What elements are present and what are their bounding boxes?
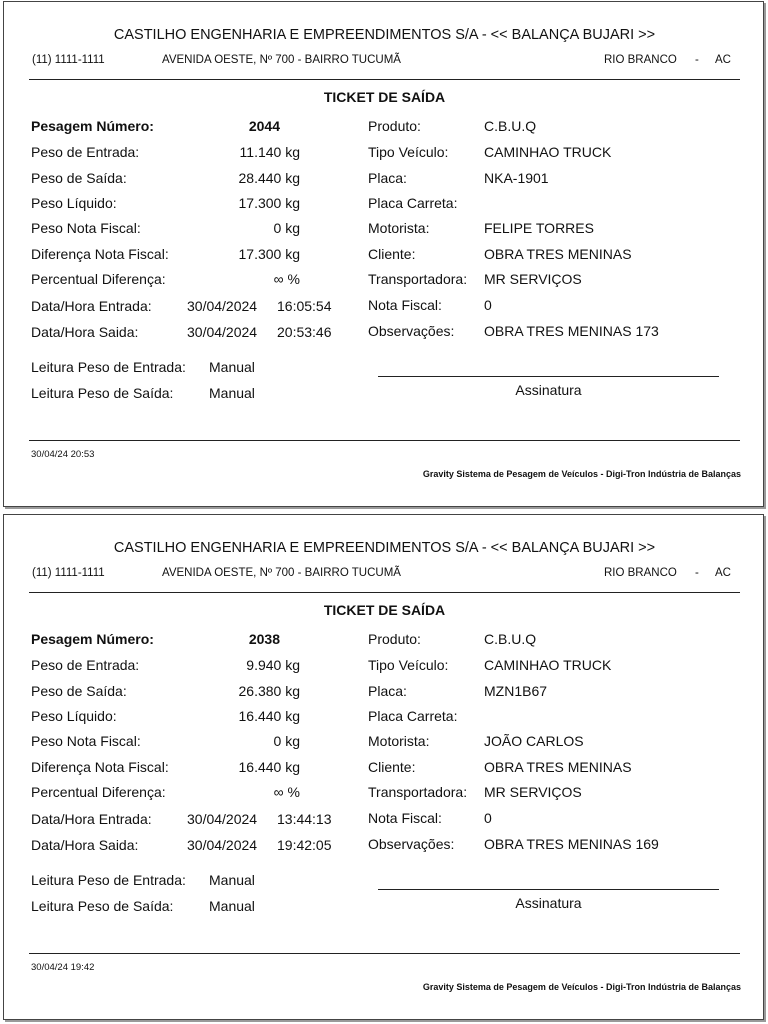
produto-value: C.B.U.Q: [484, 118, 537, 134]
dh-saida-label: Data/Hora Saida:: [31, 837, 139, 853]
ticket-title: TICKET DE SAÍDA: [323, 602, 446, 618]
leitura-saida-value: Manual: [209, 898, 255, 914]
footer-divider: [29, 440, 740, 441]
leitura-saida-label: Leitura Peso de Saída:: [31, 898, 174, 914]
peso-saida-value: 28.440 kg: [238, 170, 300, 186]
dh-entrada-date: 30/04/2024: [187, 811, 258, 827]
motorista-label: Motorista:: [368, 220, 430, 236]
city-separator: -: [695, 54, 699, 66]
tipo-veiculo-label: Tipo Veículo:: [368, 144, 449, 160]
percentual-label: Percentual Diferença:: [31, 271, 166, 287]
leitura-saida-label: Leitura Peso de Saída:: [31, 385, 174, 401]
peso-nota-value: 0 kg: [273, 733, 300, 749]
dh-entrada-time: 13:44:13: [277, 811, 332, 827]
signature-line: [378, 889, 719, 890]
ticket-2044: [3, 1, 764, 507]
nota-fiscal-value: 0: [484, 810, 492, 826]
pesagem-value: 2038: [248, 631, 280, 647]
dh-saida-date: 30/04/2024: [187, 324, 258, 340]
percentual-label: Percentual Diferença:: [31, 784, 166, 800]
peso-liquido-value: 17.300 kg: [238, 195, 300, 211]
company-address: AVENIDA OESTE, Nº 700 - BAIRRO TUCUMÃ: [162, 54, 401, 66]
software-credit: Gravity Sistema de Pesagem de Veículos - Digi-Tron Indústria de Balanças: [422, 469, 741, 479]
motorista-label: Motorista:: [368, 733, 430, 749]
percentual-value: ∞ %: [273, 784, 300, 800]
dh-entrada-time: 16:05:54: [277, 298, 332, 314]
observacoes-value: OBRA TRES MENINAS 173: [484, 323, 659, 339]
motorista-value: FELIPE TORRES: [484, 220, 594, 236]
header-divider: [29, 592, 740, 593]
peso-nota-label: Peso Nota Fiscal:: [31, 733, 141, 749]
dh-saida-label: Data/Hora Saida:: [31, 324, 139, 340]
company-phone: (11) 1111-1111: [32, 54, 105, 66]
company-state: AC: [715, 54, 731, 66]
leitura-saida-value: Manual: [209, 385, 255, 401]
transportadora-value: MR SERVIÇOS: [484, 784, 582, 800]
cliente-label: Cliente:: [368, 246, 416, 262]
motorista-value: JOÃO CARLOS: [484, 733, 584, 749]
diferenca-label: Diferença Nota Fiscal:: [31, 246, 169, 262]
company-phone: (11) 1111-1111: [32, 567, 105, 579]
peso-saida-value: 26.380 kg: [238, 683, 300, 699]
cliente-value: OBRA TRES MENINAS: [484, 246, 632, 262]
observacoes-label: Observações:: [368, 836, 455, 852]
diferenca-label: Diferença Nota Fiscal:: [31, 759, 169, 775]
dh-entrada-label: Data/Hora Entrada:: [31, 811, 152, 827]
company-address: AVENIDA OESTE, Nº 700 - BAIRRO TUCUMÃ: [162, 567, 401, 579]
placa-carreta-label: Placa Carreta:: [368, 708, 458, 724]
peso-entrada-value: 9.940 kg: [246, 657, 300, 673]
peso-liquido-label: Peso Líquido:: [31, 708, 117, 724]
ticket-2038: [3, 514, 764, 1020]
peso-nota-value: 0 kg: [273, 220, 300, 236]
print-timestamp: 30/04/24 20:53: [31, 449, 95, 460]
company-name: CASTILHO ENGENHARIA E EMPREENDIMENTOS S/A - << BALANÇA BUJARI >>: [113, 540, 656, 556]
cliente-value: OBRA TRES MENINAS: [484, 759, 632, 775]
city-separator: -: [695, 567, 699, 579]
placa-value: MZN1B67: [484, 683, 548, 699]
leitura-entrada-label: Leitura Peso de Entrada:: [31, 359, 186, 375]
company-name: CASTILHO ENGENHARIA E EMPREENDIMENTOS S/A - << BALANÇA BUJARI >>: [113, 27, 656, 43]
peso-saida-label: Peso de Saída:: [31, 683, 127, 699]
produto-label: Produto:: [368, 631, 421, 647]
peso-liquido-label: Peso Líquido:: [31, 195, 117, 211]
produto-label: Produto:: [368, 118, 421, 134]
dh-saida-date: 30/04/2024: [187, 837, 258, 853]
leitura-entrada-label: Leitura Peso de Entrada:: [31, 872, 186, 888]
cliente-label: Cliente:: [368, 759, 416, 775]
nota-fiscal-label: Nota Fiscal:: [368, 297, 442, 313]
peso-saida-label: Peso de Saída:: [31, 170, 127, 186]
placa-value: NKA-1901: [484, 170, 549, 186]
nota-fiscal-label: Nota Fiscal:: [368, 810, 442, 826]
observacoes-value: OBRA TRES MENINAS 169: [484, 836, 659, 852]
tipo-veiculo-label: Tipo Veículo:: [368, 657, 449, 673]
signature-line: [378, 376, 719, 377]
transportadora-value: MR SERVIÇOS: [484, 271, 582, 287]
pesagem-value: 2044: [248, 118, 280, 134]
pesagem-label: Pesagem Número:: [31, 631, 154, 647]
signature-label: Assinatura: [515, 382, 582, 398]
observacoes-label: Observações:: [368, 323, 455, 339]
produto-value: C.B.U.Q: [484, 631, 537, 647]
print-timestamp: 30/04/24 19:42: [31, 962, 95, 973]
tipo-veiculo-value: CAMINHAO TRUCK: [484, 144, 612, 160]
software-credit: Gravity Sistema de Pesagem de Veículos - Digi-Tron Indústria de Balanças: [422, 982, 741, 992]
transportadora-label: Transportadora:: [368, 271, 468, 287]
peso-entrada-label: Peso de Entrada:: [31, 657, 140, 673]
header-divider: [29, 79, 740, 80]
peso-entrada-label: Peso de Entrada:: [31, 144, 140, 160]
pesagem-label: Pesagem Número:: [31, 118, 154, 134]
leitura-entrada-value: Manual: [209, 359, 255, 375]
dh-saida-time: 19:42:05: [277, 837, 332, 853]
dh-entrada-date: 30/04/2024: [187, 298, 258, 314]
diferenca-value: 17.300 kg: [238, 246, 300, 262]
placa-label: Placa:: [368, 683, 407, 699]
transportadora-label: Transportadora:: [368, 784, 468, 800]
company-city: RIO BRANCO: [604, 567, 677, 579]
placa-label: Placa:: [368, 170, 407, 186]
peso-nota-label: Peso Nota Fiscal:: [31, 220, 141, 236]
diferenca-value: 16.440 kg: [238, 759, 300, 775]
placa-carreta-label: Placa Carreta:: [368, 195, 458, 211]
tipo-veiculo-value: CAMINHAO TRUCK: [484, 657, 612, 673]
leitura-entrada-value: Manual: [209, 872, 255, 888]
ticket-title: TICKET DE SAÍDA: [323, 89, 446, 105]
peso-liquido-value: 16.440 kg: [238, 708, 300, 724]
company-city: RIO BRANCO: [604, 54, 677, 66]
dh-entrada-label: Data/Hora Entrada:: [31, 298, 152, 314]
company-state: AC: [715, 567, 731, 579]
nota-fiscal-value: 0: [484, 297, 492, 313]
dh-saida-time: 20:53:46: [277, 324, 332, 340]
footer-divider: [29, 953, 740, 954]
percentual-value: ∞ %: [273, 271, 300, 287]
peso-entrada-value: 11.140 kg: [239, 144, 300, 160]
signature-label: Assinatura: [515, 895, 582, 911]
